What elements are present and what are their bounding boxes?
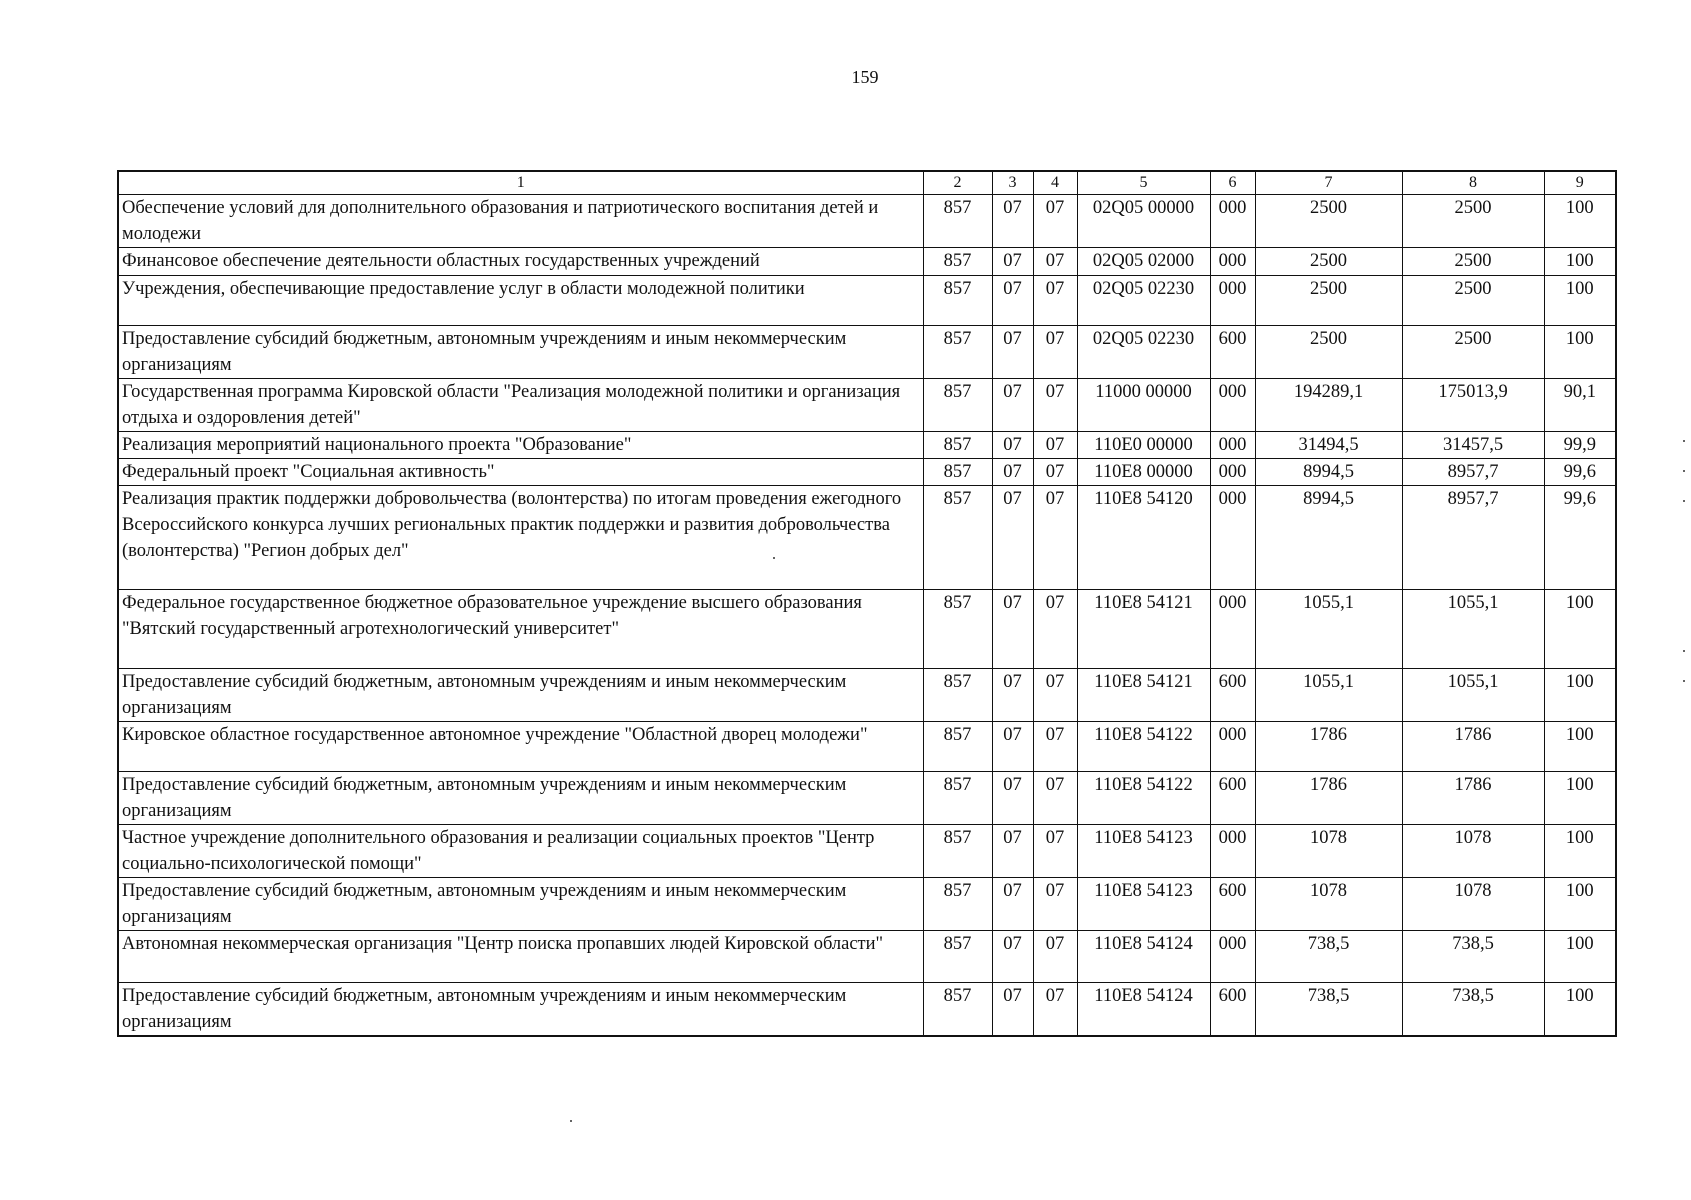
row-name-cell: Федеральное государственное бюджетное образовательное учреждение высшего образования "Вятский государственный агротехнологический университет" <box>118 590 923 669</box>
row-name-cell: Автономная некоммерческая организация "Центр поиска пропавших людей Кировской области" <box>118 931 923 983</box>
cell-c5: 110E8 54124 <box>1077 931 1210 983</box>
cell-c7: 194289,1 <box>1255 379 1402 432</box>
cell-c2: 857 <box>923 432 992 459</box>
cell-c3: 07 <box>992 195 1033 248</box>
cell-c2: 857 <box>923 459 992 486</box>
cell-c6: 600 <box>1210 326 1255 379</box>
cell-c8: 1078 <box>1402 825 1544 878</box>
cell-c8: 2500 <box>1402 195 1544 248</box>
cell-c2: 857 <box>923 326 992 379</box>
cell-c4: 07 <box>1033 669 1077 722</box>
cell-c4: 07 <box>1033 931 1077 983</box>
cell-c5: 110E8 54122 <box>1077 722 1210 772</box>
cell-c7: 2500 <box>1255 195 1402 248</box>
scan-speck <box>1683 470 1685 472</box>
cell-c9: 100 <box>1544 983 1616 1037</box>
cell-c7: 738,5 <box>1255 931 1402 983</box>
cell-c4: 07 <box>1033 722 1077 772</box>
cell-c3: 07 <box>992 590 1033 669</box>
table-body <box>118 195 1616 1037</box>
cell-c5: 110E8 54123 <box>1077 825 1210 878</box>
column-header: 1 <box>118 171 923 195</box>
cell-c9: 100 <box>1544 195 1616 248</box>
cell-c6: 000 <box>1210 432 1255 459</box>
cell-c4: 07 <box>1033 432 1077 459</box>
cell-c8: 2500 <box>1402 276 1544 326</box>
table-row <box>118 276 1616 326</box>
cell-c9: 100 <box>1544 722 1616 772</box>
cell-c9: 100 <box>1544 669 1616 722</box>
table-row <box>118 432 1616 459</box>
cell-c3: 07 <box>992 379 1033 432</box>
cell-c5: 02Q05 02230 <box>1077 326 1210 379</box>
cell-c5: 02Q05 02000 <box>1077 248 1210 276</box>
row-name-cell: Частное учреждение дополнительного образования и реализации социальных проектов "Центр социально-психологической помощи" <box>118 825 923 878</box>
table-row <box>118 326 1616 379</box>
cell-c7: 2500 <box>1255 276 1402 326</box>
cell-c9: 90,1 <box>1544 379 1616 432</box>
column-header: 5 <box>1077 171 1210 195</box>
cell-c3: 07 <box>992 983 1033 1037</box>
cell-c6: 600 <box>1210 772 1255 825</box>
table-row <box>118 878 1616 931</box>
cell-c7: 1078 <box>1255 825 1402 878</box>
cell-c5: 110E8 54121 <box>1077 669 1210 722</box>
scan-speck <box>1683 500 1685 502</box>
cell-c9: 100 <box>1544 276 1616 326</box>
table-row <box>118 590 1616 669</box>
cell-c6: 000 <box>1210 379 1255 432</box>
row-name-cell: Кировское областное государственное автономное учреждение "Областной дворец молодежи" <box>118 722 923 772</box>
column-header: 8 <box>1402 171 1544 195</box>
cell-c2: 857 <box>923 379 992 432</box>
column-header: 2 <box>923 171 992 195</box>
table-row <box>118 931 1616 983</box>
cell-c7: 8994,5 <box>1255 459 1402 486</box>
cell-c2: 857 <box>923 195 992 248</box>
cell-c4: 07 <box>1033 772 1077 825</box>
cell-c2: 857 <box>923 486 992 590</box>
scan-speck <box>1683 440 1685 442</box>
cell-c7: 31494,5 <box>1255 432 1402 459</box>
column-header: 6 <box>1210 171 1255 195</box>
cell-c2: 857 <box>923 878 992 931</box>
cell-c7: 1055,1 <box>1255 669 1402 722</box>
cell-c4: 07 <box>1033 878 1077 931</box>
cell-c8: 8957,7 <box>1402 486 1544 590</box>
cell-c6: 600 <box>1210 878 1255 931</box>
column-header: 7 <box>1255 171 1402 195</box>
cell-c5: 110E8 54123 <box>1077 878 1210 931</box>
cell-c2: 857 <box>923 248 992 276</box>
cell-c3: 07 <box>992 825 1033 878</box>
cell-c6: 000 <box>1210 486 1255 590</box>
cell-c5: 110E8 00000 <box>1077 459 1210 486</box>
cell-c5: 110E8 54120 <box>1077 486 1210 590</box>
cell-c6: 000 <box>1210 459 1255 486</box>
table-row <box>118 379 1616 432</box>
row-name-cell: Предоставление субсидий бюджетным, автономным учреждениям и иным некоммерческим организациям <box>118 878 923 931</box>
cell-c4: 07 <box>1033 486 1077 590</box>
cell-c8: 8957,7 <box>1402 459 1544 486</box>
cell-c2: 857 <box>923 983 992 1037</box>
cell-c4: 07 <box>1033 276 1077 326</box>
cell-c3: 07 <box>992 459 1033 486</box>
cell-c7: 1786 <box>1255 772 1402 825</box>
cell-c3: 07 <box>992 248 1033 276</box>
page-number: 159 <box>851 67 879 87</box>
row-name-cell: Обеспечение условий для дополнительного образования и патриотического воспитания детей и молодежи <box>118 195 923 248</box>
table-row <box>118 459 1616 486</box>
cell-c8: 738,5 <box>1402 931 1544 983</box>
cell-c7: 2500 <box>1255 326 1402 379</box>
cell-c8: 175013,9 <box>1402 379 1544 432</box>
row-name-cell: Предоставление субсидий бюджетным, автономным учреждениям и иным некоммерческим организациям <box>118 983 923 1037</box>
cell-c9: 100 <box>1544 931 1616 983</box>
row-name-cell: Предоставление субсидий бюджетным, автономным учреждениям и иным некоммерческим организациям <box>118 772 923 825</box>
cell-c3: 07 <box>992 432 1033 459</box>
cell-c9: 100 <box>1544 248 1616 276</box>
cell-c2: 857 <box>923 276 992 326</box>
column-header: 9 <box>1544 171 1616 195</box>
cell-c4: 07 <box>1033 248 1077 276</box>
cell-c8: 1055,1 <box>1402 669 1544 722</box>
cell-c8: 2500 <box>1402 248 1544 276</box>
cell-c3: 07 <box>992 326 1033 379</box>
cell-c8: 1786 <box>1402 722 1544 772</box>
column-header: 3 <box>992 171 1033 195</box>
cell-c6: 000 <box>1210 195 1255 248</box>
table-row <box>118 669 1616 722</box>
table-row <box>118 772 1616 825</box>
header-row <box>118 171 1616 195</box>
table-row <box>118 486 1616 590</box>
cell-c9: 99,9 <box>1544 432 1616 459</box>
cell-c9: 99,6 <box>1544 486 1616 590</box>
cell-c3: 07 <box>992 931 1033 983</box>
cell-c4: 07 <box>1033 195 1077 248</box>
row-name-cell: Федеральный проект "Социальная активность" <box>118 459 923 486</box>
cell-c5: 110E8 54121 <box>1077 590 1210 669</box>
cell-c5: 110E0 00000 <box>1077 432 1210 459</box>
cell-c5: 02Q05 00000 <box>1077 195 1210 248</box>
cell-c7: 1078 <box>1255 878 1402 931</box>
cell-c8: 738,5 <box>1402 983 1544 1037</box>
cell-c2: 857 <box>923 825 992 878</box>
cell-c6: 000 <box>1210 722 1255 772</box>
scan-speck <box>1683 680 1685 682</box>
table-row <box>118 825 1616 878</box>
column-header: 4 <box>1033 171 1077 195</box>
table-row <box>118 248 1616 276</box>
cell-c8: 2500 <box>1402 326 1544 379</box>
cell-c7: 1055,1 <box>1255 590 1402 669</box>
cell-c4: 07 <box>1033 326 1077 379</box>
cell-c3: 07 <box>992 722 1033 772</box>
cell-c9: 99,6 <box>1544 459 1616 486</box>
cell-c5: 110E8 54122 <box>1077 772 1210 825</box>
cell-c2: 857 <box>923 931 992 983</box>
cell-c7: 1786 <box>1255 722 1402 772</box>
cell-c6: 000 <box>1210 590 1255 669</box>
cell-c9: 100 <box>1544 772 1616 825</box>
cell-c9: 100 <box>1544 825 1616 878</box>
cell-c6: 000 <box>1210 276 1255 326</box>
cell-c4: 07 <box>1033 459 1077 486</box>
row-name-cell: Учреждения, обеспечивающие предоставление услуг в области молодежной политики <box>118 276 923 326</box>
row-name-cell: Реализация практик поддержки добровольчества (волонтерства) по итогам проведения ежегодного Всероссийского конкурса лучших региональных практик поддержки и развития добровольчества (волонтерства) "Регион добрых дел" <box>118 486 923 590</box>
cell-c7: 2500 <box>1255 248 1402 276</box>
cell-c4: 07 <box>1033 983 1077 1037</box>
cell-c2: 857 <box>923 772 992 825</box>
cell-c2: 857 <box>923 669 992 722</box>
cell-c9: 100 <box>1544 326 1616 379</box>
cell-c6: 000 <box>1210 248 1255 276</box>
cell-c3: 07 <box>992 486 1033 590</box>
budget-table <box>117 170 1617 1037</box>
cell-c8: 1055,1 <box>1402 590 1544 669</box>
cell-c6: 600 <box>1210 983 1255 1037</box>
cell-c4: 07 <box>1033 825 1077 878</box>
cell-c9: 100 <box>1544 590 1616 669</box>
row-name-cell: Финансовое обеспечение деятельности областных государственных учреждений <box>118 248 923 276</box>
cell-c8: 1786 <box>1402 772 1544 825</box>
cell-c2: 857 <box>923 722 992 772</box>
cell-c5: 11000 00000 <box>1077 379 1210 432</box>
cell-c4: 07 <box>1033 379 1077 432</box>
cell-c7: 8994,5 <box>1255 486 1402 590</box>
scan-speck <box>773 557 775 559</box>
cell-c9: 100 <box>1544 878 1616 931</box>
cell-c6: 600 <box>1210 669 1255 722</box>
cell-c5: 110E8 54124 <box>1077 983 1210 1037</box>
cell-c6: 000 <box>1210 931 1255 983</box>
table-row <box>118 195 1616 248</box>
row-name-cell: Предоставление субсидий бюджетным, автономным учреждениям и иным некоммерческим организациям <box>118 669 923 722</box>
cell-c8: 31457,5 <box>1402 432 1544 459</box>
scan-speck <box>570 1120 572 1122</box>
cell-c2: 857 <box>923 590 992 669</box>
cell-c7: 738,5 <box>1255 983 1402 1037</box>
cell-c8: 1078 <box>1402 878 1544 931</box>
row-name-cell: Государственная программа Кировской области "Реализация молодежной политики и организация отдыха и оздоровления детей" <box>118 379 923 432</box>
cell-c4: 07 <box>1033 590 1077 669</box>
table-row <box>118 983 1616 1037</box>
cell-c6: 000 <box>1210 825 1255 878</box>
cell-c3: 07 <box>992 276 1033 326</box>
cell-c5: 02Q05 02230 <box>1077 276 1210 326</box>
table-row <box>118 722 1616 772</box>
scan-speck <box>1683 650 1685 652</box>
cell-c3: 07 <box>992 772 1033 825</box>
cell-c3: 07 <box>992 669 1033 722</box>
row-name-cell: Предоставление субсидий бюджетным, автономным учреждениям и иным некоммерческим организациям <box>118 326 923 379</box>
cell-c3: 07 <box>992 878 1033 931</box>
row-name-cell: Реализация мероприятий национального проекта "Образование" <box>118 432 923 459</box>
